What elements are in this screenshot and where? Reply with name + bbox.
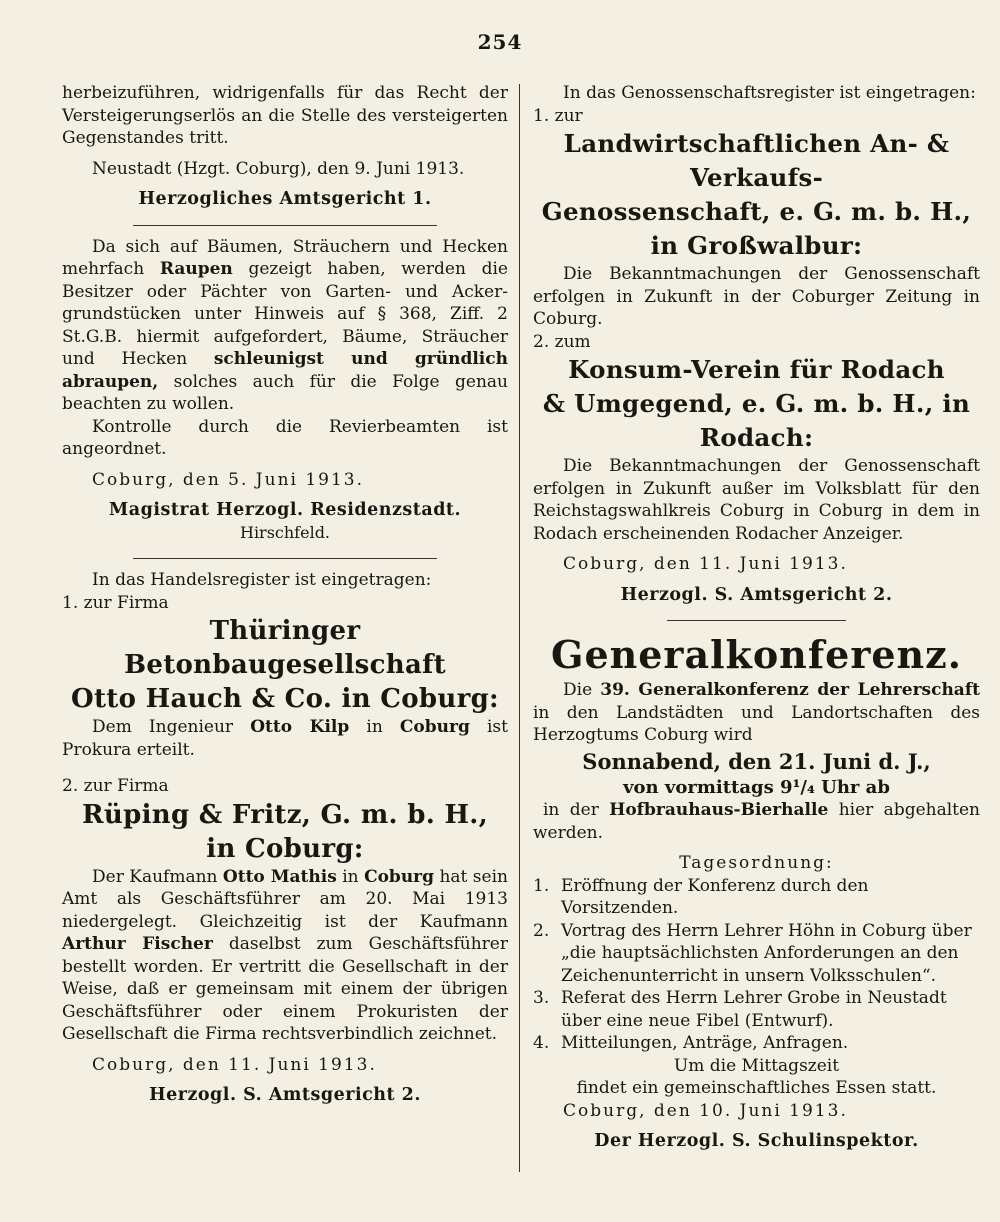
- date-line: Coburg, den 5. Juni 1913.: [92, 469, 365, 490]
- section-divider: [667, 620, 846, 621]
- notice-paragraph: Da sich auf Bäumen, Sträuchern und Hecken mehrfach Raupen gezeigt haben, werden die Besitzer oder Pächter von Garten- und Acker-grundstücken unter Hinweis auf § 368, Ziff. 2 St.G.B. hiermit aufgefordert, Bäume, Sträucher und Hecken schleunigst und gründlich abraupen, solches auch für die Folge genau beachten zu wollen.: [62, 236, 508, 414]
- section-divider: [133, 558, 436, 559]
- cooperative-name: Landwirtschaftlichen An- & Verkaufs-: [563, 129, 950, 192]
- entry-text: Die Bekanntmachungen der Genossenschaft erfolgen in Zukunft in der Coburger Zeitung in Coburg.: [533, 264, 980, 329]
- page-number: 254: [477, 30, 523, 54]
- continued-paragraph: herbeizuführen, widrigenfalls für das Recht der Versteigerungserlös an die Stelle des versteigerten Gegenstandes tritt.: [62, 83, 508, 148]
- agenda-item: 4. Mitteilungen, Anträge, Anfragen.: [533, 1033, 849, 1053]
- signature: Herzogl. S. Amtsgericht 2.: [149, 1085, 421, 1105]
- cooperative-name: Konsum-Verein für Rodach: [568, 355, 945, 384]
- column-divider: [519, 84, 520, 1172]
- left-column: [62, 82, 508, 1107]
- notice-paragraph: Kontrolle durch die Revierbeamten ist angeordnet.: [62, 416, 508, 459]
- cooperative-name: in Großwalbur:: [650, 231, 863, 260]
- date-line: Coburg, den 11. Juni 1913.: [563, 554, 848, 574]
- agenda-item: 3. Referat des Herrn Lehrer Grobe in Neustadt über eine neue Fibel (Entwurf).: [533, 988, 947, 1031]
- cooperative-name: & Umgegend, e. G. m. b. H., in Rodach:: [542, 389, 971, 452]
- right-column: [533, 82, 980, 1153]
- date-line: Neustadt (Hzgt. Coburg), den 9. Juni 1913.: [92, 158, 465, 179]
- signature: Herzogl. S. Amtsgericht 2.: [620, 584, 893, 605]
- register-intro: In das Genossenschaftsregister ist eingetragen:: [563, 83, 976, 103]
- agenda-title: Tagesordnung:: [679, 853, 834, 873]
- conference-venue-text: in der Hofbrauhaus-Bierhalle hier abgehalten werden.: [533, 800, 980, 843]
- entry-text: Dem Ingenieur Otto Kilp in Coburg ist Prokura erteilt.: [62, 717, 508, 760]
- signature: Herzogliches Amtsgericht 1.: [138, 189, 432, 209]
- conference-date: Sonnabend, den 21. Juni d. J.,: [582, 748, 931, 774]
- closing-note: findet ein gemeinschaftliches Essen statt.: [576, 1078, 937, 1098]
- agenda-item: 1. Eröffnung der Konferenz durch den Vorsitzenden.: [533, 875, 869, 918]
- agenda-list: [533, 875, 980, 1055]
- item-label: 1. zur Firma: [62, 592, 169, 613]
- date-line: Coburg, den 10. Juni 1913.: [563, 1100, 848, 1121]
- firm-name: Otto Hauch & Co. in Coburg:: [71, 684, 499, 714]
- register-intro: In das Handelsregister ist eingetragen:: [92, 570, 432, 590]
- firm-name: Rüping & Fritz, G. m. b. H.,: [81, 799, 489, 830]
- entry-text: Der Kaufmann Otto Mathis in Coburg hat sein Amt als Geschäftsführer am 20. Mai 1913 niedergelegt. Gleichzeitig ist der Kaufmann Arthur Fischer daselbst zum Geschäftsführer bestellt worden. Er vertritt die Gesellschaft in der Weise, daß er gemeinsam mit einem der übrigen Geschäftsführer oder einem Prokuristen der Gesellschaft die Firma rechtsverbindlich zeichnet.: [62, 866, 508, 1044]
- cooperative-name: Genossenschaft, e. G. m. b. H.,: [541, 197, 972, 226]
- signature: Magistrat Herzogl. Residenzstadt.: [108, 500, 462, 520]
- closing-note: Um die Mittagszeit: [673, 1055, 840, 1076]
- emphasis: schleunigst und gründlich abraupen,: [62, 349, 508, 392]
- date-line: Coburg, den 11. Juni 1913.: [92, 1054, 377, 1075]
- entry-text: Die Bekanntmachungen der Genossenschaft erfolgen in Zukunft außer im Volksblatt für den Reichstagswahlkreis Coburg in Coburg in dem in Rodach erscheinenden Rodacher Anzeiger.: [533, 456, 980, 544]
- conference-text: Die 39. Generalkonferenz der Lehrerschaft in den Landstädten und Landortschaften des Herzogtums Coburg wird: [533, 680, 980, 745]
- conference-headline: Generalkonferenz.: [551, 632, 962, 677]
- item-label: 1. zur: [533, 105, 583, 126]
- item-label: 2. zur Firma: [62, 776, 169, 796]
- emphasis: Raupen: [159, 259, 233, 279]
- item-label: 2. zum: [533, 331, 591, 352]
- firm-name: Thüringer Betonbaugesellschaft: [124, 616, 446, 680]
- agenda-item: 2. Vortrag des Herrn Lehrer Höhn in Coburg über „die hauptsächlichsten Anforderungen an den Zeichenunterricht in unsern Volksschulen“.: [533, 920, 972, 986]
- section-divider: [133, 225, 436, 226]
- signature-name: Hirschfeld.: [239, 522, 331, 542]
- signature: Der Herzogl. S. Schulinspektor.: [594, 1131, 919, 1151]
- conference-time: von vormittags 9¹/₄ Uhr ab: [623, 776, 890, 798]
- firm-name: in Coburg:: [206, 833, 364, 864]
